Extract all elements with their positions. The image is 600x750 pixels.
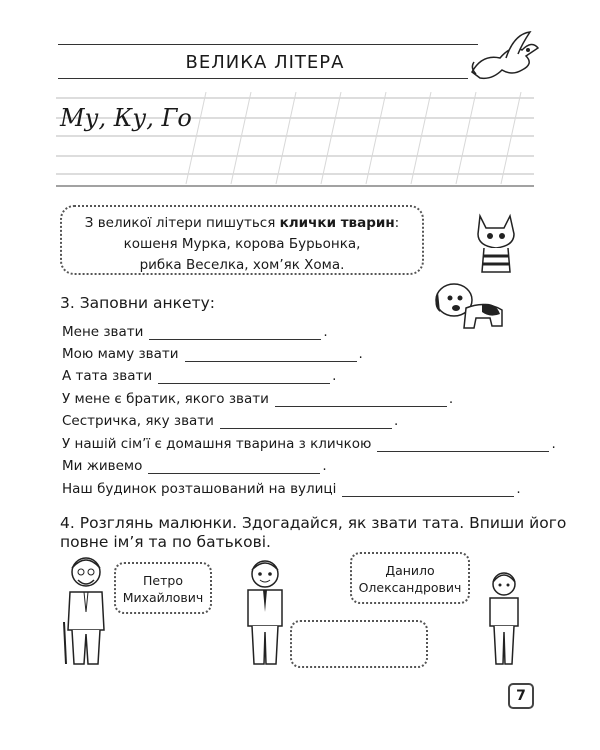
form-row <box>62 481 521 497</box>
form-row-label: А тата звати <box>62 368 153 384</box>
cat-illustration <box>470 208 522 276</box>
form-row-label: Сестричка, яку звати <box>62 413 214 429</box>
task4-line1: 4. Розглянь малюнки. Здогадайся, як звати тата. Впиши його <box>60 514 567 532</box>
name-card-grandfather <box>114 562 212 614</box>
answer-blank[interactable] <box>158 369 330 384</box>
form-row <box>62 368 336 384</box>
name-card-line: Михайлович <box>122 590 204 605</box>
boy-illustration <box>484 570 524 668</box>
row-period: . <box>516 481 521 497</box>
row-period: . <box>322 458 327 474</box>
name-card-line: Данило <box>385 563 435 578</box>
form-row <box>62 413 398 429</box>
page-number: 7 <box>508 683 534 709</box>
task4-line2: повне ім’я та по батькові. <box>60 533 271 551</box>
task3-title: 3. Заповни анкету: <box>60 294 215 312</box>
name-card-line: Петро <box>143 573 183 588</box>
rule-note-line1: З великої літери пишуться клички тварин: <box>84 215 400 231</box>
dog-illustration <box>432 278 510 334</box>
form-row-label: Мене звати <box>62 324 144 340</box>
row-period: . <box>551 436 556 452</box>
form-row <box>62 458 327 474</box>
header-top-line <box>58 44 478 45</box>
answer-blank[interactable] <box>185 347 357 362</box>
name-card-father <box>350 552 470 604</box>
form-row-label: У мене є братик, якого звати <box>62 391 269 407</box>
row-period: . <box>323 324 328 340</box>
answer-blank[interactable] <box>149 325 321 340</box>
form-row <box>62 436 556 452</box>
row-period: . <box>358 346 363 362</box>
row-period: . <box>332 368 337 384</box>
answer-blank[interactable] <box>148 459 320 474</box>
rule-note <box>60 205 424 275</box>
name-card-line: Олександрович <box>358 580 462 595</box>
form-row <box>62 391 453 407</box>
dragon-illustration <box>462 24 542 84</box>
father-illustration <box>238 556 292 668</box>
form-row-label: Наш будинок розташований на вулиці <box>62 481 337 497</box>
form-row-label: Ми живемо <box>62 458 143 474</box>
answer-card-blank[interactable] <box>290 620 428 668</box>
answer-blank[interactable] <box>377 437 549 452</box>
answer-blank[interactable] <box>275 392 447 407</box>
page-title: ВЕЛИКА ЛІТЕРА <box>185 52 345 73</box>
rule-note-line2: кошеня Мурка, корова Бурьонка, <box>123 236 361 252</box>
handwriting-sample: Му, Ку, Го <box>60 104 192 132</box>
row-period: . <box>393 413 399 429</box>
header-bottom-line <box>58 78 468 79</box>
form-row-label: Мою маму звати <box>62 346 179 362</box>
form-row-label: У нашій сім’ї є домашня тварина з кличкою <box>62 436 372 452</box>
answer-blank[interactable] <box>220 414 392 429</box>
form-row <box>62 346 363 362</box>
form-row <box>62 324 328 340</box>
rule-note-line3: рибка Веселка, хом’як Хома. <box>139 257 345 273</box>
grandfather-illustration <box>56 552 116 668</box>
row-period: . <box>448 391 454 407</box>
answer-blank[interactable] <box>342 482 514 497</box>
